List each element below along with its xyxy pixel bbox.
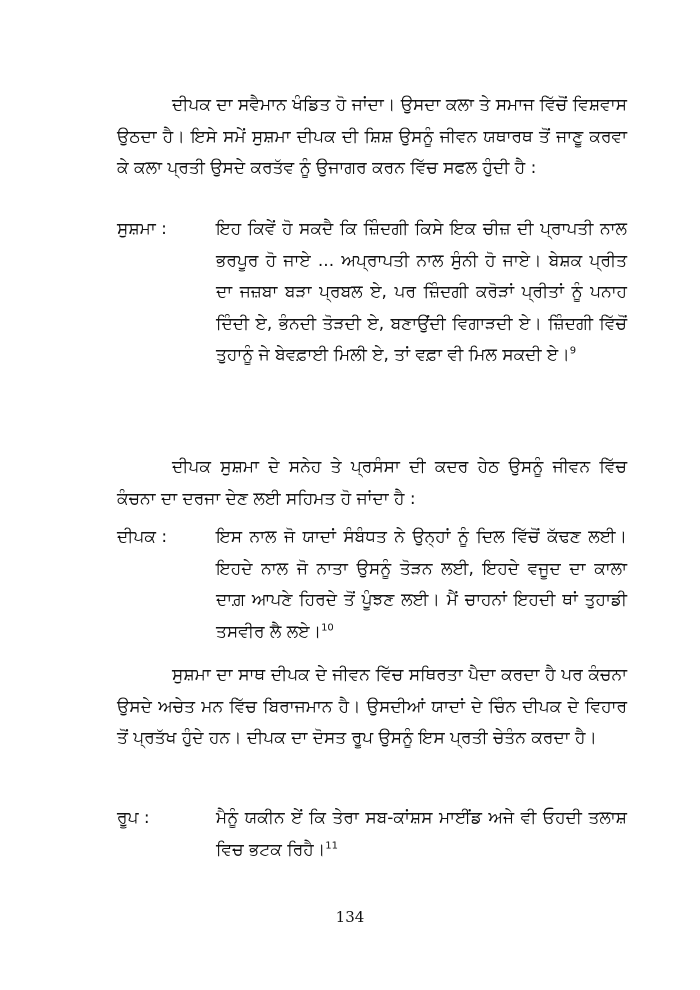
paragraph-closing: ਸੁਸ਼ਮਾ ਦਾ ਸਾਥ ਦੀਪਕ ਦੇ ਜੀਵਨ ਵਿੱਚ ਸਥਿਰਤਾ ਪੈਦਾ ਕਰਦਾ ਹੈ ਪਰ ਕੰਚਨਾ ਉਸਦੇ ਅਚੇਤ ਮਨ ਵਿੱਚ ਬਿਰਾਜਮਾਨ ਹੈ। ਉਸਦੀਆਂ ਯਾਦਾਂ ਦੇ ਚਿੰਨ ਦੀਪਕ ਦੇ ਵਿਹਾਰ ਤੋਂ ਪ੍ਰਤੱਖ ਹੁੰਦੇ ਹਨ। ਦੀਪਕ ਦਾ ਦੋਸਤ ਰੂਪ ਉਸਨੂੰ ਇਸ ਪ੍ਰਤੀ ਚੇਤੰਨ ਕਰਦਾ ਹੈ।	[117, 665, 627, 748]
footnote-marker: 10	[321, 621, 334, 633]
dialogue-text-body: ਮੈਨੂੰ ਯਕੀਨ ਏਂ ਕਿ ਤੇਰਾ ਸਬ-ਕਾਂਸ਼ਸ ਮਾਈਂਡ ਅਜੇ ਵੀ ਓਹਦੀ ਤਲਾਸ਼ ਵਿਚ ਭਟਕ ਰਿਹੈ।	[216, 808, 627, 860]
dialogue-text	[216, 522, 627, 648]
paragraph-middle: ਦੀਪਕ ਸੁਸ਼ਮਾ ਦੇ ਸਨੇਹ ਤੇ ਪ੍ਰਸੰਸਾ ਦੀ ਕਦਰ ਹੇਠ ਉਸਨੂੰ ਜੀਵਨ ਵਿੱਚ ਕੰਚਨਾ ਦਾ ਦਰਜਾ ਦੇਣ ਲਈ ਸਹਿਮਤ ਹੋ ਜਾਂਦਾ ਹੈ :	[117, 457, 627, 509]
dialogue-text-body: ਇਸ ਨਾਲ ਜੋ ਯਾਦਾਂ ਸੰਬੰਧਤ ਨੇ ਉਨ੍ਹਾਂ ਨੂੰ ਦਿਲ ਵਿੱਚੋਂ ਕੱਢਣ ਲਈ। ਇਹਦੇ ਨਾਲ ਜੋ ਨਾਤਾ ਉਸਨੂੰ ਤੋੜਨ ਲਈ, ਇਹਦੇ ਵਜੂਦ ਦਾ ਕਾਲਾ ਦਾਗ਼ ਆਪਣੇ ਹਿਰਦੇ ਤੋਂ ਪੂੰਝਣ ਲਈ। ਮੈਂ ਚਾਹਨਾਂ ਇਹਦੀ ਥਾਂ ਤੁਹਾਡੀ ਤਸਵੀਰ ਲੈ ਲਏ।	[216, 527, 627, 642]
footnote-marker: 11	[325, 839, 338, 851]
speaker-label: ਰੂਪ :	[117, 808, 150, 828]
footnote-marker: 9	[569, 345, 577, 357]
dialogue-text	[216, 214, 627, 372]
speaker-label: ਦੀਪਕ :	[117, 527, 168, 547]
speaker-label: ਸੁਸ਼ਮਾ :	[117, 219, 167, 239]
page-number: 134	[335, 908, 365, 926]
dialogue-text-body: ਇਹ ਕਿਵੇਂ ਹੋ ਸਕਦੈ ਕਿ ਜ਼ਿੰਦਗੀ ਕਿਸੇ ਇਕ ਚੀਜ਼ ਦੀ ਪ੍ਰਾਪਤੀ ਨਾਲ ਭਰਪੂਰ ਹੋ ਜਾਏ ... ਅਪ੍ਰਾਪਤੀ ਨਾਲ ਸੁੰਨੀ ਹੋ ਜਾਏ। ਬੇਸ਼ਕ ਪ੍ਰੀਤ ਦਾ ਜਜ਼ਬਾ ਬੜਾ ਪ੍ਰਬਲ ਏ, ਪਰ ਜ਼ਿੰਦਗੀ ਕਰੋੜਾਂ ਪ੍ਰੀਤਾਂ ਨੂੰ ਪਨਾਹ ਦਿੰਦੀ ਏ, ਭੰਨਦੀ ਤੋੜਦੀ ਏ, ਬਣਾਉਂਦੀ ਵਿਗਾੜਦੀ ਏ। ਜ਼ਿੰਦਗੀ ਵਿੱਚੋਂ ਤੁਹਾਨੂੰ ਜੇ ਬੇਵਫ਼ਾਈ ਮਿਲੀ ਏ, ਤਾਂ ਵਫ਼ਾ ਵੀ ਮਿਲ ਸਕਦੀ ਏ।	[216, 219, 627, 365]
paragraph-intro: ਦੀਪਕ ਦਾ ਸਵੈਮਾਨ ਖੰਡਿਤ ਹੋ ਜਾਂਦਾ। ਉਸਦਾ ਕਲਾ ਤੇ ਸਮਾਜ ਵਿੱਚੋਂ ਵਿਸ਼ਵਾਸ ਉਠਦਾ ਹੈ। ਇਸੇ ਸਮੇਂ ਸੁਸ਼ਮਾ ਦੀਪਕ ਦੀ ਸ਼ਿਸ਼ ਉਸਨੂੰ ਜੀਵਨ ਯਥਾਰਥ ਤੋਂ ਜਾਣੂ ਕਰਵਾ ਕੇ ਕਲਾ ਪ੍ਰਤੀ ਉਸਦੇ ਕਰਤੱਵ ਨੂੰ ਉਜਾਗਰ ਕਰਨ ਵਿੱਚ ਸਫਲ ਹੁੰਦੀ ਹੈ :	[117, 95, 627, 178]
dialogue-text	[216, 803, 627, 866]
